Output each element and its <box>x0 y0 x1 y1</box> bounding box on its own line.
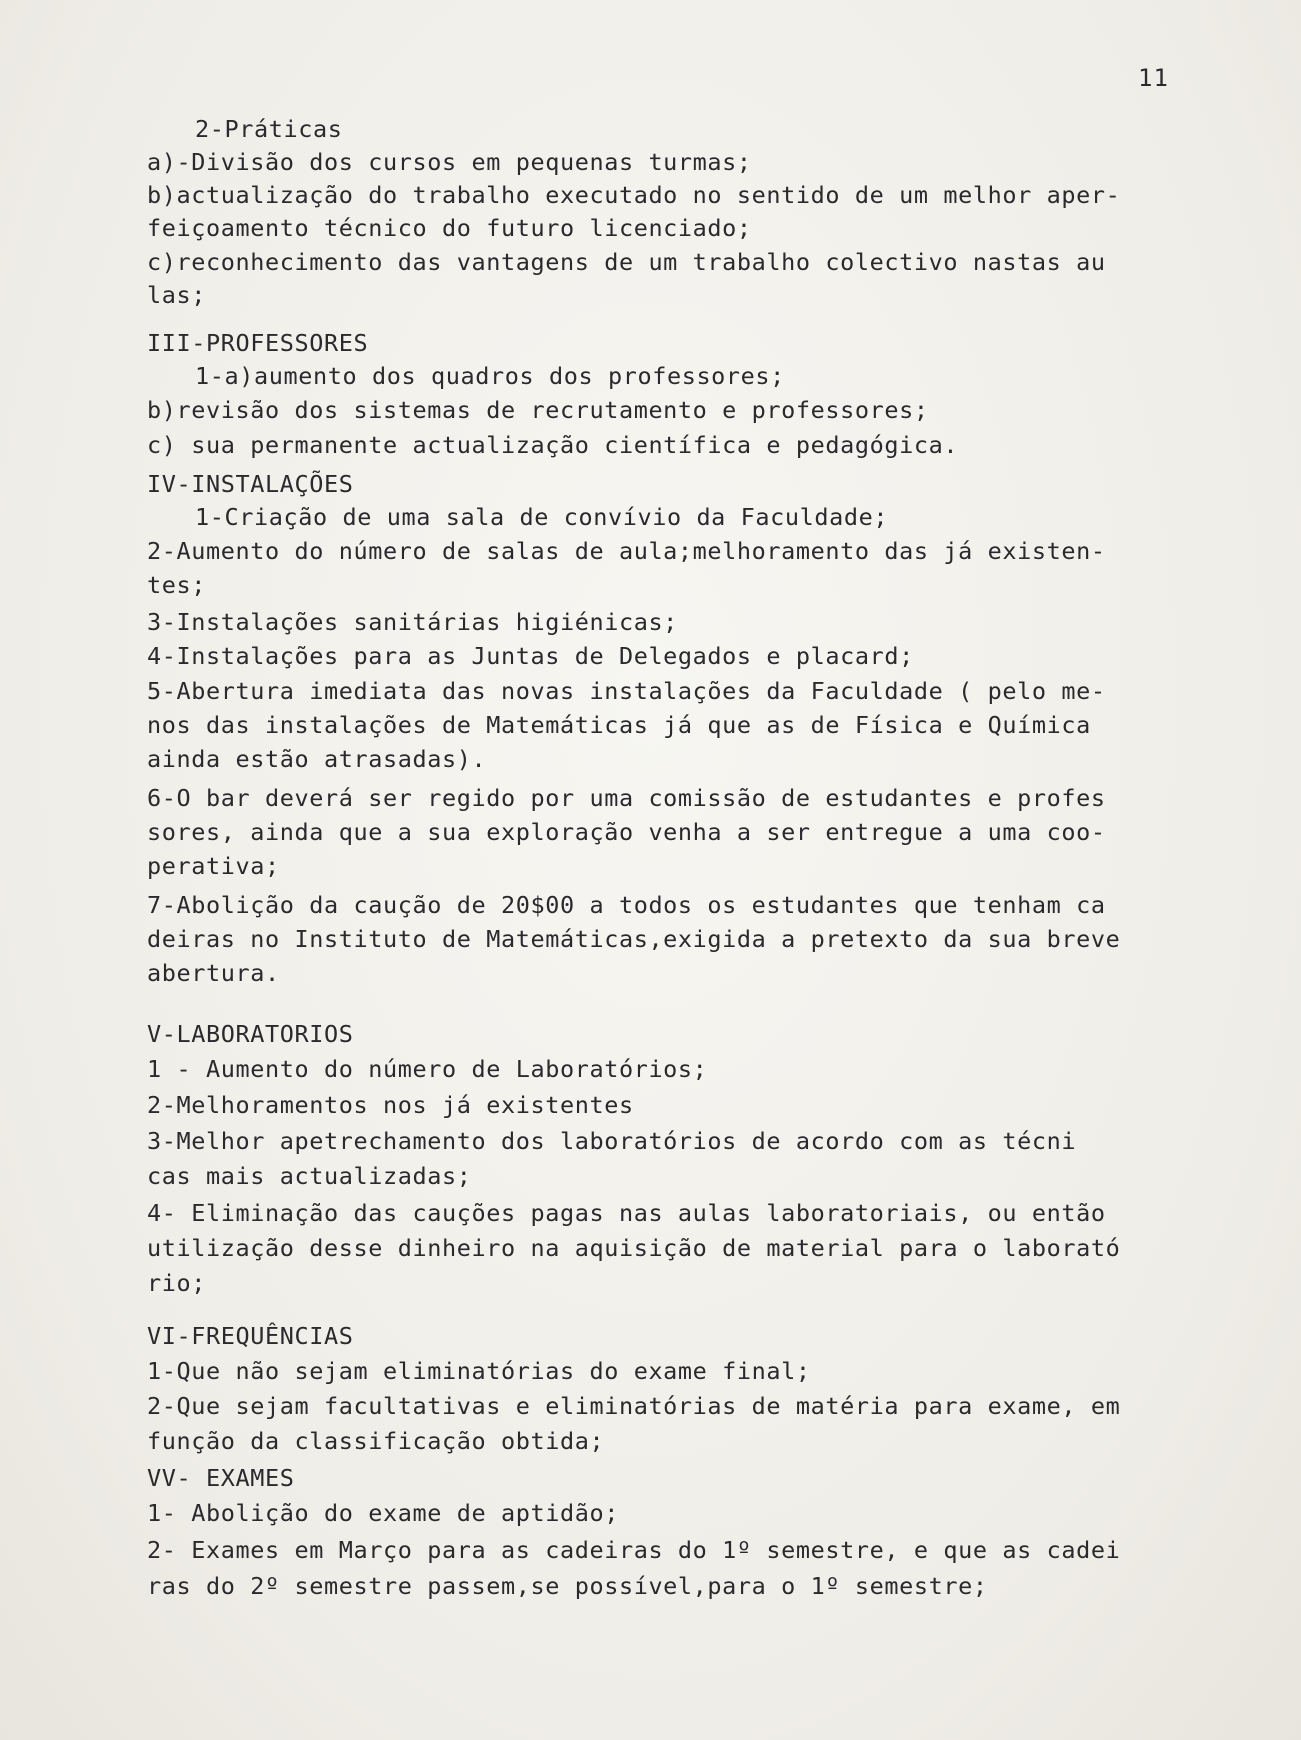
text-line: 1-a)aumento dos quadros dos professores; <box>195 362 785 390</box>
text-line: 1 - Aumento do número de Laboratórios; <box>147 1055 708 1083</box>
text-line: função da classificação obtida; <box>147 1427 605 1455</box>
text-line: 7-Abolição da caução de 20$00 a todos os estudantes que tenham ca <box>147 891 1106 919</box>
text-line: rio; <box>147 1269 206 1297</box>
text-line: c) sua permanente actualização científica e pedagógica. <box>147 431 959 459</box>
text-line: 3-Instalações sanitárias higiénicas; <box>147 608 678 636</box>
text-line: 2-Que sejam facultativas e eliminatórias de matéria para exame, em <box>147 1392 1121 1420</box>
text-line: feiçoamento técnico do futuro licenciado; <box>147 214 752 242</box>
text-line: 1- Abolição do exame de aptidão; <box>147 1499 619 1527</box>
text-line: ras do 2º semestre passem,se possível,para o 1º semestre; <box>147 1572 988 1600</box>
section-heading-frequencias: VI-FREQUÊNCIAS <box>147 1322 354 1350</box>
section-heading-instalacoes: IV-INSTALAÇÕES <box>147 470 354 498</box>
text-line: tes; <box>147 571 206 599</box>
section-heading-professores: III-PROFESSORES <box>147 329 369 357</box>
text-line: perativa; <box>147 852 280 880</box>
page-number: 11 <box>1138 64 1169 92</box>
text-line: 2-Aumento do número de salas de aula;melhoramento das já existen- <box>147 537 1106 565</box>
text-line: nos das instalações de Matemáticas já que as de Física e Química <box>147 711 1091 739</box>
text-line: deiras no Instituto de Matemáticas,exigida a pretexto da sua breve <box>147 925 1121 953</box>
text-line: ainda estão atrasadas). <box>147 745 487 773</box>
text-line: 2-Melhoramentos nos já existentes <box>147 1091 634 1119</box>
section-heading-laboratorios: V-LABORATORIOS <box>147 1020 354 1048</box>
text-line: 6-O bar deverá ser regido por uma comissão de estudantes e profes <box>147 784 1106 812</box>
text-line: b)actualização do trabalho executado no sentido de um melhor aper- <box>147 181 1121 209</box>
text-line: 4-Instalações para as Juntas de Delegados e placard; <box>147 642 914 670</box>
text-line: 1-Criação de uma sala de convívio da Faculdade; <box>195 503 889 531</box>
text-line: 2- Exames em Março para as cadeiras do 1º semestre, e que as cadei <box>147 1536 1121 1564</box>
text-line: abertura. <box>147 959 280 987</box>
text-line: cas mais actualizadas; <box>147 1162 472 1190</box>
text-line: las; <box>147 281 206 309</box>
text-line: utilização desse dinheiro na aquisição de material para o laborató <box>147 1234 1121 1262</box>
text-line: b)revisão dos sistemas de recrutamento e professores; <box>147 396 929 424</box>
text-line: sores, ainda que a sua exploração venha a ser entregue a uma coo- <box>147 818 1106 846</box>
text-line: 3-Melhor apetrechamento dos laboratórios de acordo com as técni <box>147 1127 1077 1155</box>
text-line: 1-Que não sejam eliminatórias do exame final; <box>147 1357 811 1385</box>
text-line: 4- Eliminação das cauções pagas nas aulas laboratoriais, ou então <box>147 1199 1106 1227</box>
text-line: 5-Abertura imediata das novas instalações da Faculdade ( pelo me- <box>147 677 1106 705</box>
text-line: a)-Divisão dos cursos em pequenas turmas; <box>147 148 752 176</box>
text-line: c)reconhecimento das vantagens de um trabalho colectivo nastas au <box>147 248 1106 276</box>
section-heading-exames: VV- EXAMES <box>147 1464 295 1492</box>
section-subheading-practicas: 2-Práticas <box>195 115 343 143</box>
